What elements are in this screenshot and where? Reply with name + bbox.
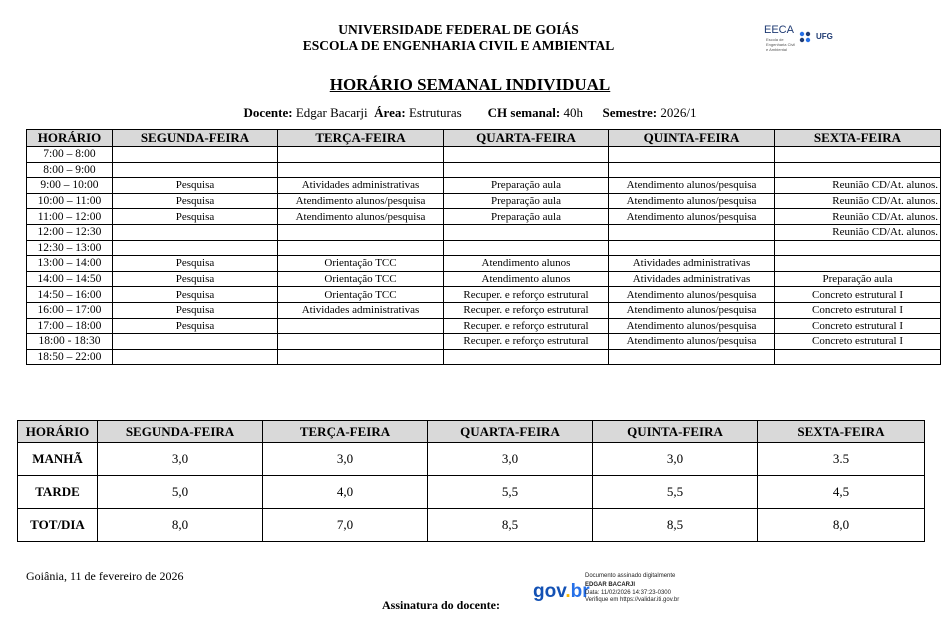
summary-cell: 4,5 (758, 476, 925, 509)
schedule-row (27, 240, 941, 256)
summary-table (17, 420, 925, 542)
docente-label: Docente: (243, 105, 293, 120)
schedule-time-cell: 17:00 – 18:00 (27, 318, 113, 334)
ch-value: 40h (563, 105, 583, 120)
schedule-row (27, 209, 941, 225)
schedule-header-cell: TERÇA-FEIRA (278, 130, 444, 147)
schedule-cell: Concreto estrutural I (775, 302, 941, 318)
schedule-cell: Atendimento alunos (444, 271, 609, 287)
schedule-time-cell: 11:00 – 12:00 (27, 209, 113, 225)
eeca-ufg-logo (764, 24, 838, 56)
schedule-cell: Preparação aula (444, 209, 609, 225)
schedule-cell (113, 147, 278, 163)
schedule-time-cell: 8:00 – 9:00 (27, 162, 113, 178)
schedule-cell: Recuper. e reforço estrutural (444, 334, 609, 350)
schedule-row (27, 147, 941, 163)
school-name: ESCOLA DE ENGENHARIA CIVIL E AMBIENTAL (302, 38, 615, 53)
schedule-cell: Atendimento alunos/pesquisa (278, 209, 444, 225)
logo-eeca-text: EECA (764, 24, 794, 36)
schedule-time-cell: 18:00 - 18:30 (27, 334, 113, 350)
schedule-cell: Orientação TCC (278, 287, 444, 303)
schedule-cell: Recuper. e reforço estrutural (444, 287, 609, 303)
schedule-cell (278, 349, 444, 365)
summary-header-cell: HORÁRIO (18, 421, 98, 443)
schedule-cell: Pesquisa (113, 209, 278, 225)
schedule-cell: Pesquisa (113, 318, 278, 334)
schedule-cell (278, 147, 444, 163)
area-value: Estruturas (408, 105, 462, 120)
summary-header-cell: TERÇA-FEIRA (263, 421, 428, 443)
schedule-cell (775, 240, 941, 256)
schedule-row (27, 193, 941, 209)
schedule-cell (444, 224, 609, 240)
summary-cell: 3,0 (98, 443, 263, 476)
university-name: UNIVERSIDADE FEDERAL DE GOIÁS (338, 22, 579, 37)
summary-header-cell: SEGUNDA-FEIRA (98, 421, 263, 443)
summary-header-row (18, 421, 925, 443)
schedule-cell: Atendimento alunos/pesquisa (609, 334, 775, 350)
schedule-cell: Reunião CD/At. alunos. (775, 209, 941, 225)
schedule-cell: Pesquisa (113, 271, 278, 287)
schedule-cell (775, 147, 941, 163)
schedule-cell (444, 349, 609, 365)
schedule-cell (609, 240, 775, 256)
summary-cell: 7,0 (263, 509, 428, 542)
summary-cell: 3,0 (428, 443, 593, 476)
schedule-header-cell: SEXTA-FEIRA (775, 130, 941, 147)
schedule-cell: Atendimento alunos/pesquisa (278, 193, 444, 209)
summary-header-cell: QUARTA-FEIRA (428, 421, 593, 443)
schedule-row (27, 349, 941, 365)
schedule-time-cell: 16:00 – 17:00 (27, 302, 113, 318)
schedule-cell: Atendimento alunos/pesquisa (609, 318, 775, 334)
govbr-gov: gov (533, 581, 566, 602)
summary-cell: 8,5 (593, 509, 758, 542)
schedule-time-cell: 12:00 – 12:30 (27, 224, 113, 240)
schedule-cell (775, 349, 941, 365)
schedule-header-cell: SEGUNDA-FEIRA (113, 130, 278, 147)
summary-cell: 5,5 (593, 476, 758, 509)
schedule-cell (278, 240, 444, 256)
schedule-header-cell: QUINTA-FEIRA (609, 130, 775, 147)
schedule-cell: Atividades administrativas (609, 256, 775, 272)
summary-time-cell: MANHÃ (18, 443, 98, 476)
schedule-row (27, 318, 941, 334)
schedule-cell: Atendimento alunos/pesquisa (609, 209, 775, 225)
semestre-value: 2026/1 (660, 105, 697, 120)
schedule-cell: Atendimento alunos (444, 256, 609, 272)
semestre-label: Semestre: (602, 105, 658, 120)
schedule-cell: Preparação aula (775, 271, 941, 287)
schedule-cell (609, 349, 775, 365)
schedule-cell: Pesquisa (113, 287, 278, 303)
govbr-br: br (570, 581, 590, 602)
schedule-row (27, 224, 941, 240)
schedule-cell (278, 334, 444, 350)
summary-row (18, 476, 925, 509)
schedule-cell: Atividades administrativas (609, 271, 775, 287)
schedule-time-cell: 18:50 – 22:00 (27, 349, 113, 365)
schedule-cell: Atendimento alunos/pesquisa (609, 178, 775, 194)
schedule-cell: Concreto estrutural I (775, 334, 941, 350)
schedule-cell: Reunião CD/At. alunos. (775, 193, 941, 209)
schedule-row (27, 256, 941, 272)
summary-cell: 8,0 (758, 509, 925, 542)
summary-cell: 3,0 (593, 443, 758, 476)
schedule-time-cell: 10:00 – 11:00 (27, 193, 113, 209)
summary-row (18, 443, 925, 476)
govbr-dot: . (565, 581, 571, 602)
schedule-row (27, 287, 941, 303)
logo-ufg-text: UFG (816, 32, 833, 41)
schedule-cell: Orientação TCC (278, 271, 444, 287)
schedule-cell: Pesquisa (113, 302, 278, 318)
digital-signature-name: EDGAR BACARJI (585, 582, 636, 588)
digital-signature-date: Data: 11/02/2026 14:37:23-0300 (585, 590, 671, 596)
digital-signature-title: Documento assinado digitalmente (585, 573, 676, 579)
schedule-cell: Pesquisa (113, 193, 278, 209)
schedule-cell (113, 349, 278, 365)
schedule-time-cell: 14:50 – 16:00 (27, 287, 113, 303)
schedule-cell (113, 334, 278, 350)
logo-subtitle: Escola de Engenharia Civil e Ambiental (766, 37, 796, 52)
ufg-dots-icon (798, 30, 814, 46)
schedule-header-cell: QUARTA-FEIRA (444, 130, 609, 147)
schedule-row (27, 271, 941, 287)
summary-header-cell: QUINTA-FEIRA (593, 421, 758, 443)
schedule-row (27, 162, 941, 178)
digital-signature-info (585, 572, 679, 604)
schedule-cell: Concreto estrutural I (775, 287, 941, 303)
docente-info (0, 105, 940, 121)
signature-label: Assinatura do docente: (382, 598, 501, 612)
docente-name: Edgar Bacarji (295, 105, 368, 120)
schedule-cell: Pesquisa (113, 178, 278, 194)
schedule-cell: Atividades administrativas (278, 178, 444, 194)
summary-cell: 5,0 (98, 476, 263, 509)
schedule-cell (775, 162, 941, 178)
schedule-cell: Atendimento alunos/pesquisa (609, 287, 775, 303)
ch-label: CH semanal: (487, 105, 561, 120)
schedule-time-cell: 13:00 – 14:00 (27, 256, 113, 272)
summary-cell: 5,5 (428, 476, 593, 509)
schedule-cell (278, 162, 444, 178)
summary-cell: 8,5 (428, 509, 593, 542)
schedule-cell (775, 256, 941, 272)
schedule-row (27, 178, 941, 194)
summary-cell: 3,0 (263, 443, 428, 476)
schedule-cell (113, 162, 278, 178)
schedule-cell: Preparação aula (444, 193, 609, 209)
schedule-cell (609, 147, 775, 163)
schedule-cell: Preparação aula (444, 178, 609, 194)
schedule-cell: Orientação TCC (278, 256, 444, 272)
schedule-cell: Reunião CD/At. alunos. (775, 178, 941, 194)
page-title: HORÁRIO SEMANAL INDIVIDUAL (329, 75, 611, 94)
area-label: Área: (374, 105, 406, 120)
schedule-cell (444, 240, 609, 256)
schedule-cell (113, 240, 278, 256)
schedule-cell: Atendimento alunos/pesquisa (609, 302, 775, 318)
schedule-cell (609, 224, 775, 240)
summary-row (18, 509, 925, 542)
schedule-cell (278, 224, 444, 240)
schedule-cell: Pesquisa (113, 256, 278, 272)
govbr-logo (533, 581, 590, 603)
summary-header-cell: SEXTA-FEIRA (758, 421, 925, 443)
schedule-time-cell: 14:00 – 14:50 (27, 271, 113, 287)
schedule-cell: Reunião CD/At. alunos. (775, 224, 941, 240)
schedule-cell (609, 162, 775, 178)
summary-cell: 8,0 (98, 509, 263, 542)
summary-cell: 3.5 (758, 443, 925, 476)
schedule-cell: Atividades administrativas (278, 302, 444, 318)
schedule-time-cell: 7:00 – 8:00 (27, 147, 113, 163)
summary-time-cell: TOT/DIA (18, 509, 98, 542)
schedule-cell: Recuper. e reforço estrutural (444, 302, 609, 318)
document-date: Goiânia, 11 de fevereiro de 2026 (26, 569, 184, 583)
schedule-header-row (27, 130, 941, 147)
schedule-cell (278, 318, 444, 334)
digital-signature-verify: Verifique em https://validar.iti.gov.br (585, 597, 680, 603)
schedule-cell: Recuper. e reforço estrutural (444, 318, 609, 334)
schedule-row (27, 302, 941, 318)
schedule-cell: Concreto estrutural I (775, 318, 941, 334)
summary-time-cell: TARDE (18, 476, 98, 509)
schedule-row (27, 334, 941, 350)
schedule-time-cell: 12:30 – 13:00 (27, 240, 113, 256)
summary-cell: 4,0 (263, 476, 428, 509)
schedule-header-cell: HORÁRIO (27, 130, 113, 147)
schedule-cell (113, 224, 278, 240)
schedule-cell: Atendimento alunos/pesquisa (609, 193, 775, 209)
schedule-table (26, 129, 941, 365)
schedule-time-cell: 9:00 – 10:00 (27, 178, 113, 194)
schedule-cell (444, 147, 609, 163)
schedule-cell (444, 162, 609, 178)
